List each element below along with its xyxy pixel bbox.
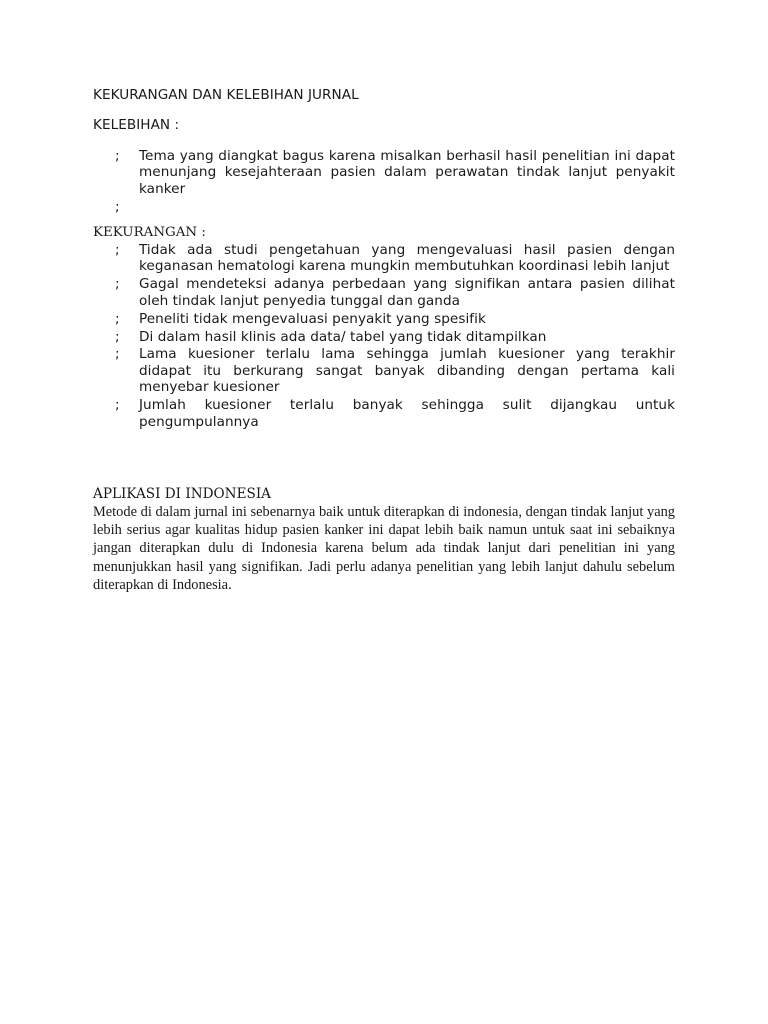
list-item [93, 276, 675, 309]
list-item-text: Peneliti tidak mengevaluasi penyakit yang spesifik [139, 310, 486, 327]
list-item-text: Gagal mendeteksi adanya perbedaan yang signifikan antara pasien dilihat oleh tindak lanjut penyedia tunggal dan ganda [139, 276, 675, 309]
list-item [93, 346, 675, 395]
bullet-marker: ; [115, 328, 120, 345]
list-item [93, 148, 675, 197]
bullet-marker: ; [115, 346, 120, 363]
kelebihan-label: KELEBIHAN : [93, 117, 180, 133]
aplikasi-paragraph: Metode di dalam jurnal ini sebenarnya baik untuk diterapkan di indonesia, dengan tindak lanjut yang lebih serius agar kualitas hidup pasien kanker ini dapat lebih baik namun untuk saat ini sebaiknya jangan diterapkan dulu di Indonesia karena belum ada tindak lanjut dari penelitian ini yang menunjukkan hasil yang signifikan. Jadi perlu adanya penelitian yang lebih lanjut dahulu sebelum diterapkan di Indonesia. [93, 504, 675, 593]
list-item-text: Di dalam hasil klinis ada data/ tabel yang tidak ditampilkan [139, 328, 547, 345]
list-item [93, 329, 675, 345]
bullet-marker: ; [115, 198, 120, 215]
bullet-marker: ; [115, 242, 120, 258]
bullet-marker: ; [115, 310, 120, 327]
list-item [93, 242, 675, 275]
kekurangan-list [93, 242, 675, 431]
bullet-marker: ; [115, 148, 120, 164]
kelebihan-list [93, 148, 675, 216]
list-item [93, 311, 675, 327]
list-item-text: Tidak ada studi pengetahuan yang mengevaluasi hasil pasien dengan keganasan hematologi karena mungkin membutuhkan koordinasi lebih lanjut [139, 242, 675, 275]
aplikasi-heading: APLIKASI DI INDONESIA [93, 486, 271, 502]
bullet-marker: ; [115, 276, 120, 293]
list-item-text: Jumlah kuesioner terlalu banyak sehingga sulit dijangkau untuk pengumpulannya [139, 397, 675, 430]
document-title: KEKURANGAN DAN KELEBIHAN JURNAL [93, 87, 359, 103]
list-item [93, 199, 675, 215]
bullet-marker: ; [115, 397, 120, 414]
list-item-text: Lama kuesioner terlalu lama sehingga jumlah kuesioner yang terakhir didapat itu berkurang sangat banyak dibanding dengan pertama kali menyebar kuesioner [139, 346, 675, 396]
list-item-text: Tema yang diangkat bagus karena misalkan berhasil hasil penelitian ini dapat menunjang kesejahteraan pasien dalam perawatan tindak lanjut penyakit kanker [139, 148, 675, 197]
list-item [93, 397, 675, 430]
kekurangan-label: KEKURANGAN : [93, 225, 206, 240]
list-item-text [139, 199, 675, 215]
